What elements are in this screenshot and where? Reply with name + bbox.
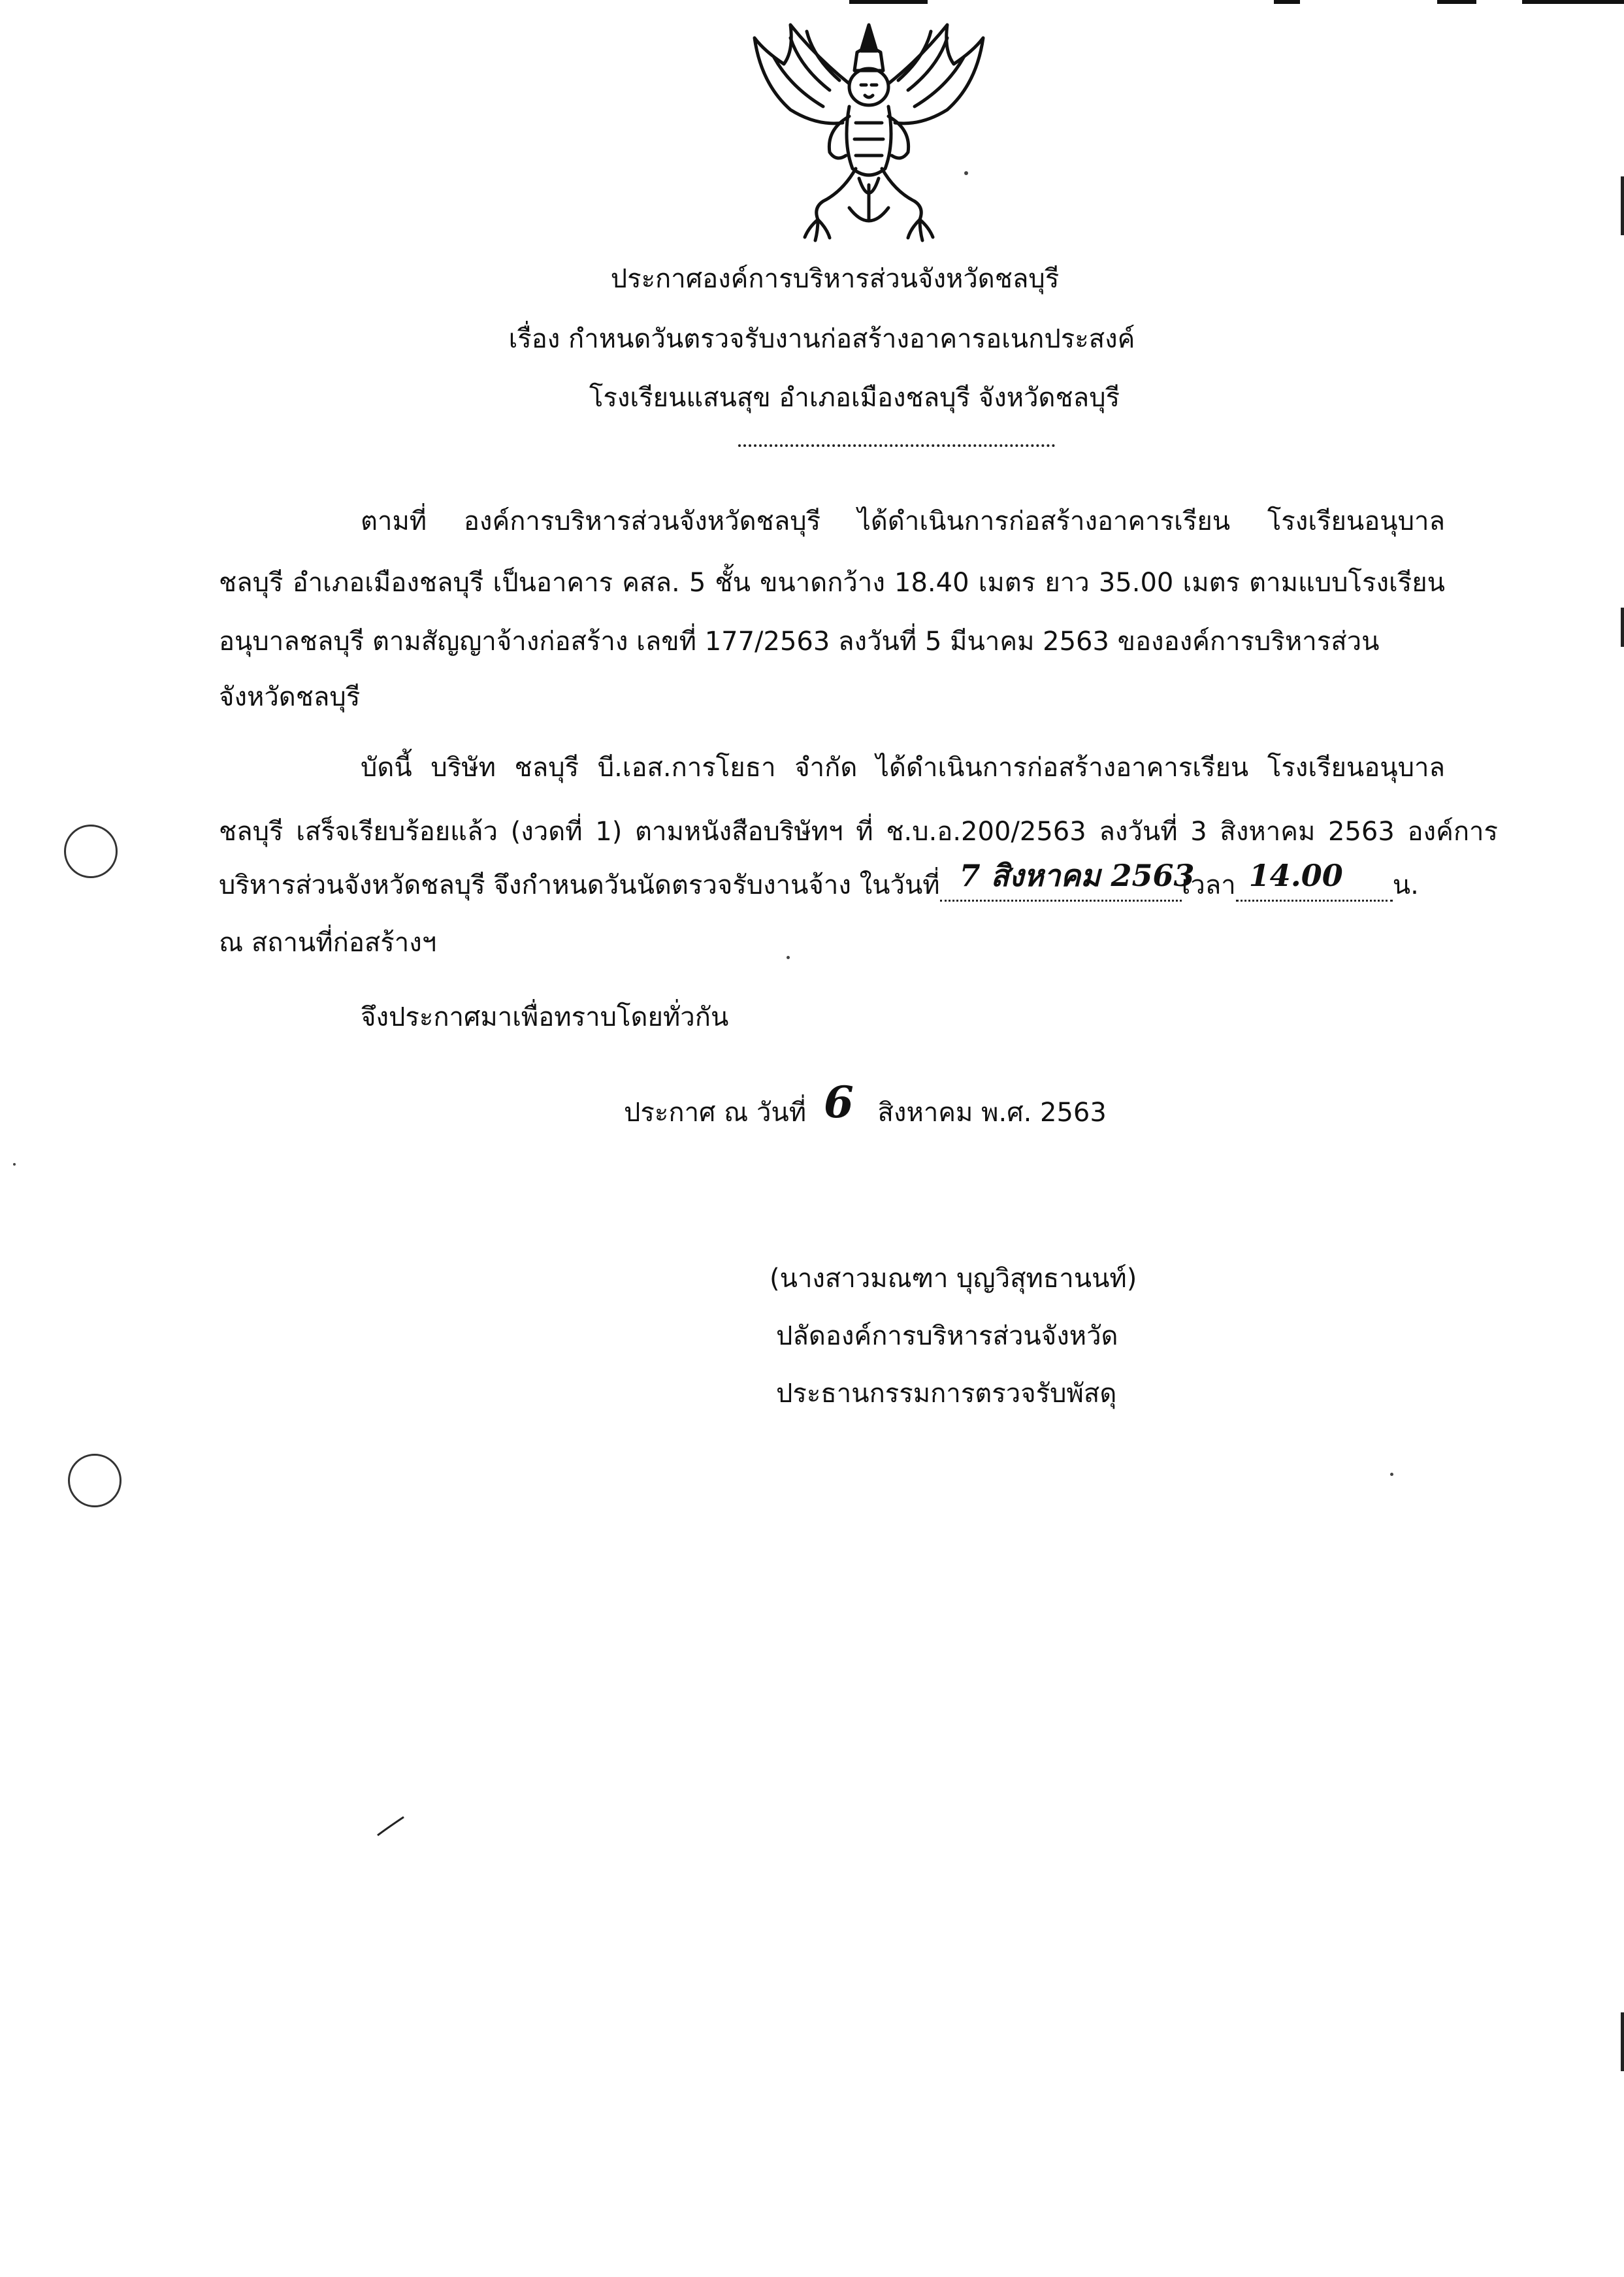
scan-edge-mark xyxy=(1621,608,1624,647)
paragraph-2-line-3 xyxy=(219,858,1419,902)
announce-date-prefix: ประกาศ ณ วันที่ xyxy=(624,1098,807,1128)
scan-speck xyxy=(1390,1473,1393,1476)
scan-edge-mark xyxy=(1621,2012,1624,2071)
time-fill-in xyxy=(1236,858,1393,902)
scan-edge-mark xyxy=(1274,0,1300,4)
paragraph-1-line-3: อนุบาลชลบุรี ตามสัญญาจ้างก่อสร้าง เลขที่ 177/2563 ลงวันที่ 5 มีนาคม 2563 ขององค์การบริหารส่วน xyxy=(219,627,1380,657)
scan-stroke xyxy=(375,1813,408,1839)
handwritten-inspection-time: 14.00 xyxy=(1248,858,1343,893)
paragraph-1-line-1: ตามที่ องค์การบริหารส่วนจังหวัดชลบุรี ได้ดำเนินการก่อสร้างอาคารเรียน โรงเรียนอนุบาล xyxy=(361,506,1445,536)
paragraph-1-line-4: จังหวัดชลบุรี xyxy=(219,682,361,712)
paragraph-2-line-2: ชลบุรี เสร็จเรียบร้อยแล้ว (งวดที่ 1) ตามหนังสือบริษัทฯ ที่ ช.บ.อ.200/2563 ลงวันที่ 3 สิงหาคม 2563 องค์การ xyxy=(219,817,1498,847)
announcement-subject-location: โรงเรียนแสนสุข อำเภอเมืองชลบุรี จังหวัดชลบุรี xyxy=(589,383,1120,413)
scan-edge-mark xyxy=(1621,176,1624,235)
heading-divider xyxy=(738,444,1055,447)
paragraph-1-line-2: ชลบุรี อำเภอเมืองชลบุรี เป็นอาคาร คสล. 5 ชั้น ขนาดกว้าง 18.40 เมตร ยาว 35.00 เมตร ตามแบบโรงเรียน xyxy=(219,568,1445,598)
scan-edge-mark xyxy=(849,0,928,4)
paragraph-2-line-1: บัดนี้ บริษัท ชลบุรี บี.เอส.การโยธา จำกัด ได้ดำเนินการก่อสร้างอาคารเรียน โรงเรียนอนุบาล xyxy=(361,753,1445,783)
time-label: เวลา xyxy=(1181,870,1236,900)
scan-speck xyxy=(13,1163,16,1166)
signatory-committee-role: ประธานกรรมการตรวจรับพัสดุ xyxy=(776,1379,1117,1409)
paragraph-2-line-4: ณ สถานที่ก่อสร้างฯ xyxy=(219,928,437,958)
announcement-subject: เรื่อง กำหนดวันตรวจรับงานก่อสร้างอาคารอเนกประสงค์ xyxy=(508,324,1135,354)
time-unit: น. xyxy=(1392,870,1419,900)
date-fill-in xyxy=(940,858,1195,902)
signatory-title: ปลัดองค์การบริหารส่วนจังหวัด xyxy=(776,1321,1118,1351)
handwritten-announce-day: 6 xyxy=(823,1077,854,1128)
paragraph-2-line-3-text: บริหารส่วนจังหวัดชลบุรี จึงกำหนดวันนัดตรวจรับงานจ้าง ในวันที่ xyxy=(219,870,940,900)
punch-hole xyxy=(64,825,118,878)
announce-date xyxy=(624,1077,1107,1129)
scan-edge-mark xyxy=(1522,0,1624,4)
closing-statement: จึงประกาศมาเพื่อทราบโดยทั่วกัน xyxy=(361,1002,729,1032)
scan-edge-mark xyxy=(1437,0,1476,4)
announce-date-suffix: สิงหาคม พ.ศ. 2563 xyxy=(877,1098,1107,1128)
garuda-emblem-icon xyxy=(745,12,993,247)
scan-speck xyxy=(787,956,790,959)
announcement-title: ประกาศองค์การบริหารส่วนจังหวัดชลบุรี xyxy=(610,264,1060,294)
signatory-name: (นางสาวมณฑา บุญวิสุทธานนท์) xyxy=(770,1264,1137,1294)
handwritten-inspection-date: 7 สิงหาคม 2563 xyxy=(959,858,1195,893)
punch-hole xyxy=(68,1454,122,1507)
